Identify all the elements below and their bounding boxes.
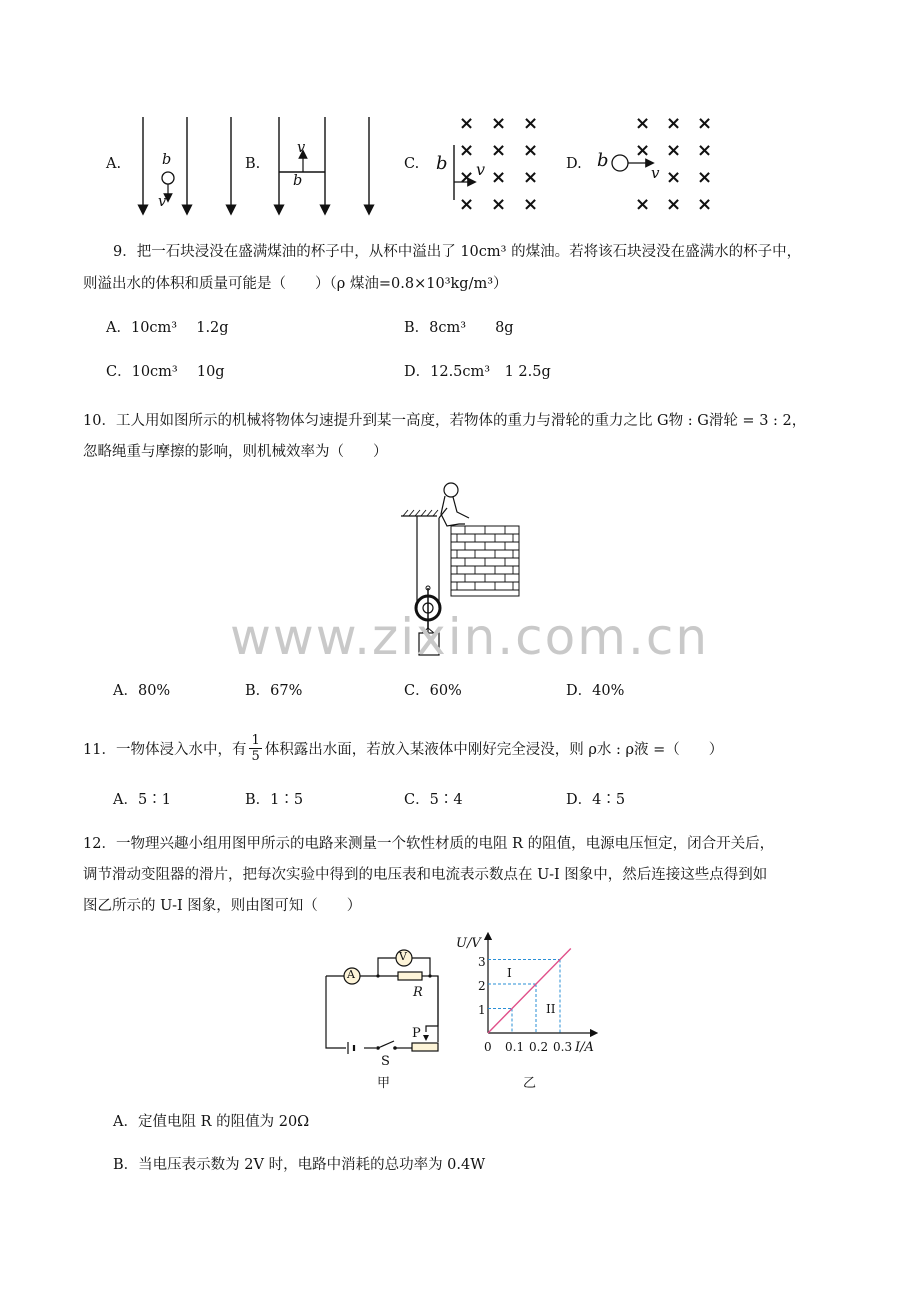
option-c-label: C. [404,156,420,172]
q9-line2: 则溢出水的体积和质量可能是（ ）（ρ 煤油=0.8×10³kg/m³） [83,276,508,292]
field-cross-icon: × [491,194,507,215]
option-b-label: B. [245,156,261,172]
q12-option-b[interactable]: B．当电压表示数为 2V 时，电路中消耗的总功率为 0.4W [113,1157,486,1173]
q11-option-a[interactable]: A．5∶1 [113,792,171,808]
q9-option-c[interactable]: C．10cm³ 10g [106,364,225,380]
option-b-v: v [297,140,306,156]
graph-region-1: I [507,966,512,980]
q11-prefix: 11．一物体浸入水中，有 [83,742,247,758]
field-cross-icon: × [635,140,651,161]
graph-ytick-3: 3 [478,955,486,969]
option-a-label: A. [106,156,122,172]
graph-line-series [488,948,571,1033]
q10-option-c[interactable]: C．60% [404,683,462,699]
q10-line1: 10．工人用如图所示的机械将物体匀速提升到某一高度，若物体的重力与滑轮的重力之比 G物 : G滑轮 = 3 : 2， [83,413,807,429]
graph-xtick-2: 0.2 [529,1040,549,1054]
q11-option-b[interactable]: B．1∶5 [245,792,304,808]
graph-region-2: II [546,1002,556,1016]
field-cross-icon: × [697,140,713,161]
field-cross-icon: × [491,167,507,188]
q12-line3: 图乙所示的 U-I 图象，则由图可知（ ） [83,898,362,914]
switch-label: S [381,1054,390,1069]
graph-ytick-1: 1 [478,1003,486,1017]
circuit-diagram [318,938,448,1058]
option-b-b: b [293,173,303,189]
option-a-v: v [158,194,167,210]
field-cross-icon: × [523,167,539,188]
field-cross-icon: × [459,113,475,134]
q10-option-b[interactable]: B．67% [245,683,303,699]
q11-option-d[interactable]: D．4∶5 [566,792,626,808]
field-cross-icon: × [491,113,507,134]
q12-option-a[interactable]: A．定值电阻 R 的阻值为 20Ω [113,1114,310,1130]
graph-caption: 乙 [523,1076,537,1091]
option-d-v: v [651,164,660,182]
circuit-caption: 甲 [377,1076,391,1091]
q9-option-a[interactable]: A．10cm³ 1.2g [106,320,229,336]
field-cross-icon: × [459,194,475,215]
field-cross-icon: × [666,167,682,188]
watermark: www.zixin.com.cn [230,608,710,666]
q11-frac-num: 1 [251,733,260,748]
field-cross-icon: × [697,194,713,215]
graph-origin: 0 [484,1040,492,1054]
graph-ylabel: U/V [456,936,481,951]
q11-frac-den: 5 [251,749,260,764]
field-cross-icon: × [459,140,475,161]
ammeter-label: A [347,968,355,981]
field-cross-icon: × [523,140,539,161]
q11-fraction [249,733,261,764]
slider-label: P [412,1026,421,1041]
q10-line2: 忽略绳重与摩擦的影响，则机械效率为（ ） [83,444,388,460]
graph-ytick-2: 2 [478,979,486,993]
q9-line1: 9．把一石块浸没在盛满煤油的杯子中，从杯中溢出了 10cm³ 的煤油。若将该石块浸没在盛满水的杯子中， [113,244,802,260]
q12-line1: 12．一物理兴趣小组用图甲所示的电路来测量一个软性材质的电阻 R 的阻值，电源电压恒定，闭合开关后， [83,836,775,852]
field-cross-icon: × [459,167,475,188]
option-c-b: b [436,153,448,174]
field-cross-icon: × [523,194,539,215]
option-d-label: D. [566,156,582,172]
graph-xtick-3: 0.3 [553,1040,573,1054]
q10-option-a[interactable]: A．80% [113,683,171,699]
q10-option-d[interactable]: D．40% [566,683,625,699]
field-cross-icon: × [666,113,682,134]
graph-xlabel: I/A [575,1040,594,1055]
field-cross-icon: × [491,140,507,161]
q11-suffix: 体积露出水面，若放入某液体中刚好完全浸没，则 ρ水 : ρ液 =（ ） [264,742,724,758]
q11-option-c[interactable]: C．5∶4 [404,792,463,808]
q11-line [83,733,723,764]
q9-option-b[interactable]: B．8cm³ 8g [404,320,514,336]
field-cross-icon: × [666,194,682,215]
field-cross-icon: × [697,113,713,134]
resistor-label: R [413,985,423,1000]
field-cross-icon: × [666,140,682,161]
q12-line2: 调节滑动变阻器的滑片，把每次实验中得到的电压表和电流表示数点在 U-I 图象中，然后连接这些点得到如 [83,867,768,883]
q9-option-d[interactable]: D．12.5cm³ 1 2.5g [404,364,551,380]
field-cross-icon: × [523,113,539,134]
option-c-v: v [476,160,486,179]
field-cross-icon: × [697,167,713,188]
graph-xtick-1: 0.1 [505,1040,525,1054]
field-cross-icon: × [635,194,651,215]
option-d-b: b [597,150,609,171]
field-cross-icon: × [635,113,651,134]
voltmeter-label: V [399,950,407,963]
option-a-b: b [162,152,172,168]
